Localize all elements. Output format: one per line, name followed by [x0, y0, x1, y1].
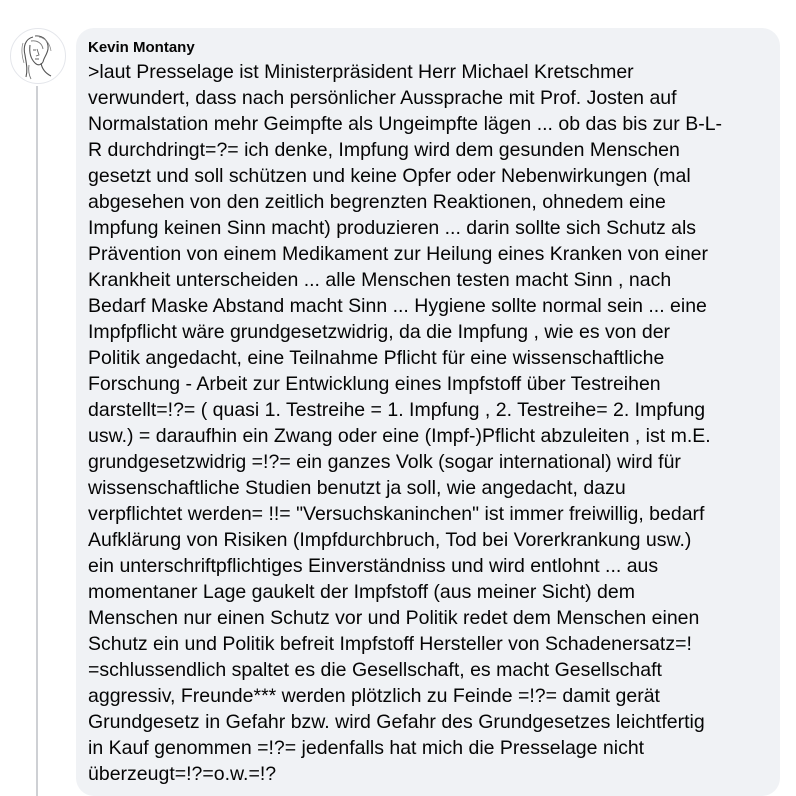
avatar[interactable] — [10, 28, 66, 84]
reply-thread-line — [36, 86, 38, 796]
comment-bubble — [76, 28, 780, 796]
sketch-portrait-icon — [11, 29, 65, 83]
comment-text: >laut Presselage ist Ministerpräsident Herr Michael Kretschmer verwundert, dass nach persönlicher Aussprache mit Prof. Josten auf Normalstation mehr Geimpfte als Ungeimpfte lägen ... ob das bis zur B-L- R durchdringt=?= ich denke, Impfung wird dem gesunden Menschen gesetzt und soll schützen und keine Opfer oder Nebenwirkungen (mal abgesehen von den zeitlich begrenzten Reaktionen, ohnedem eine Impfung keinen Sinn macht) produzieren ... darin sollte sich Schutz als Prävention von einem Medikament zur Heilung eines Kranken von einer Krankheit unterscheiden ... alle Menschen testen macht Sinn , nach Bedarf Maske Abstand macht Sinn ... Hygiene sollte normal sein ... eine Impfpflicht wäre grundgesetzwidrig, da die Impfung , wie es von der Politik angedacht, eine Teilnahme Pflicht für eine wissenschaftliche Forschung - Arbeit zur Entwicklung eines Impfstoff über Testreihen darstellt=!?= ( quasi 1. Testreihe = 1. Impfung , 2. Testreihe= 2. Impfung usw.) = daraufhin ein Zwang oder eine (Impf-)Pflicht abzuleiten , ist m.E. grundgesetzwidrig =!?= ein ganzes Volk (sogar international) wird für wissenschaftliche Studien benutzt ja soll, wie angedacht, dazu verpflichtet werden= !!= "Versuchskaninchen" ist immer freiwillig, bedarf Aufklärung von Risiken (Impfdurchbruch, Tod bei Vorerkrankung usw.) ein unterschriftpflichtiges Einverständniss und wird entlohnt ... aus momentaner Lage gaukelt der Impfstoff (aus meiner Sicht) dem Menschen nur einen Schutz vor und Politik redet dem Menschen einen Schutz ein und Politik befreit Impfstoff Hersteller von Schadenersatz=! =schlussendlich spaltet es die Gesellschaft, es macht Gesellschaft aggressiv, Freunde*** werden plötzlich zu Feinde =!?= damit gerät Grundgesetz in Gefahr bzw. wird Gefahr des Grundgesetzes leichtfertig in Kauf genommen =!?= jedenfalls hat mich die Presselage nicht überzeugt=!?=o.w.=!? — [88, 61, 723, 785]
comment-author[interactable]: Kevin Montany — [88, 39, 195, 56]
